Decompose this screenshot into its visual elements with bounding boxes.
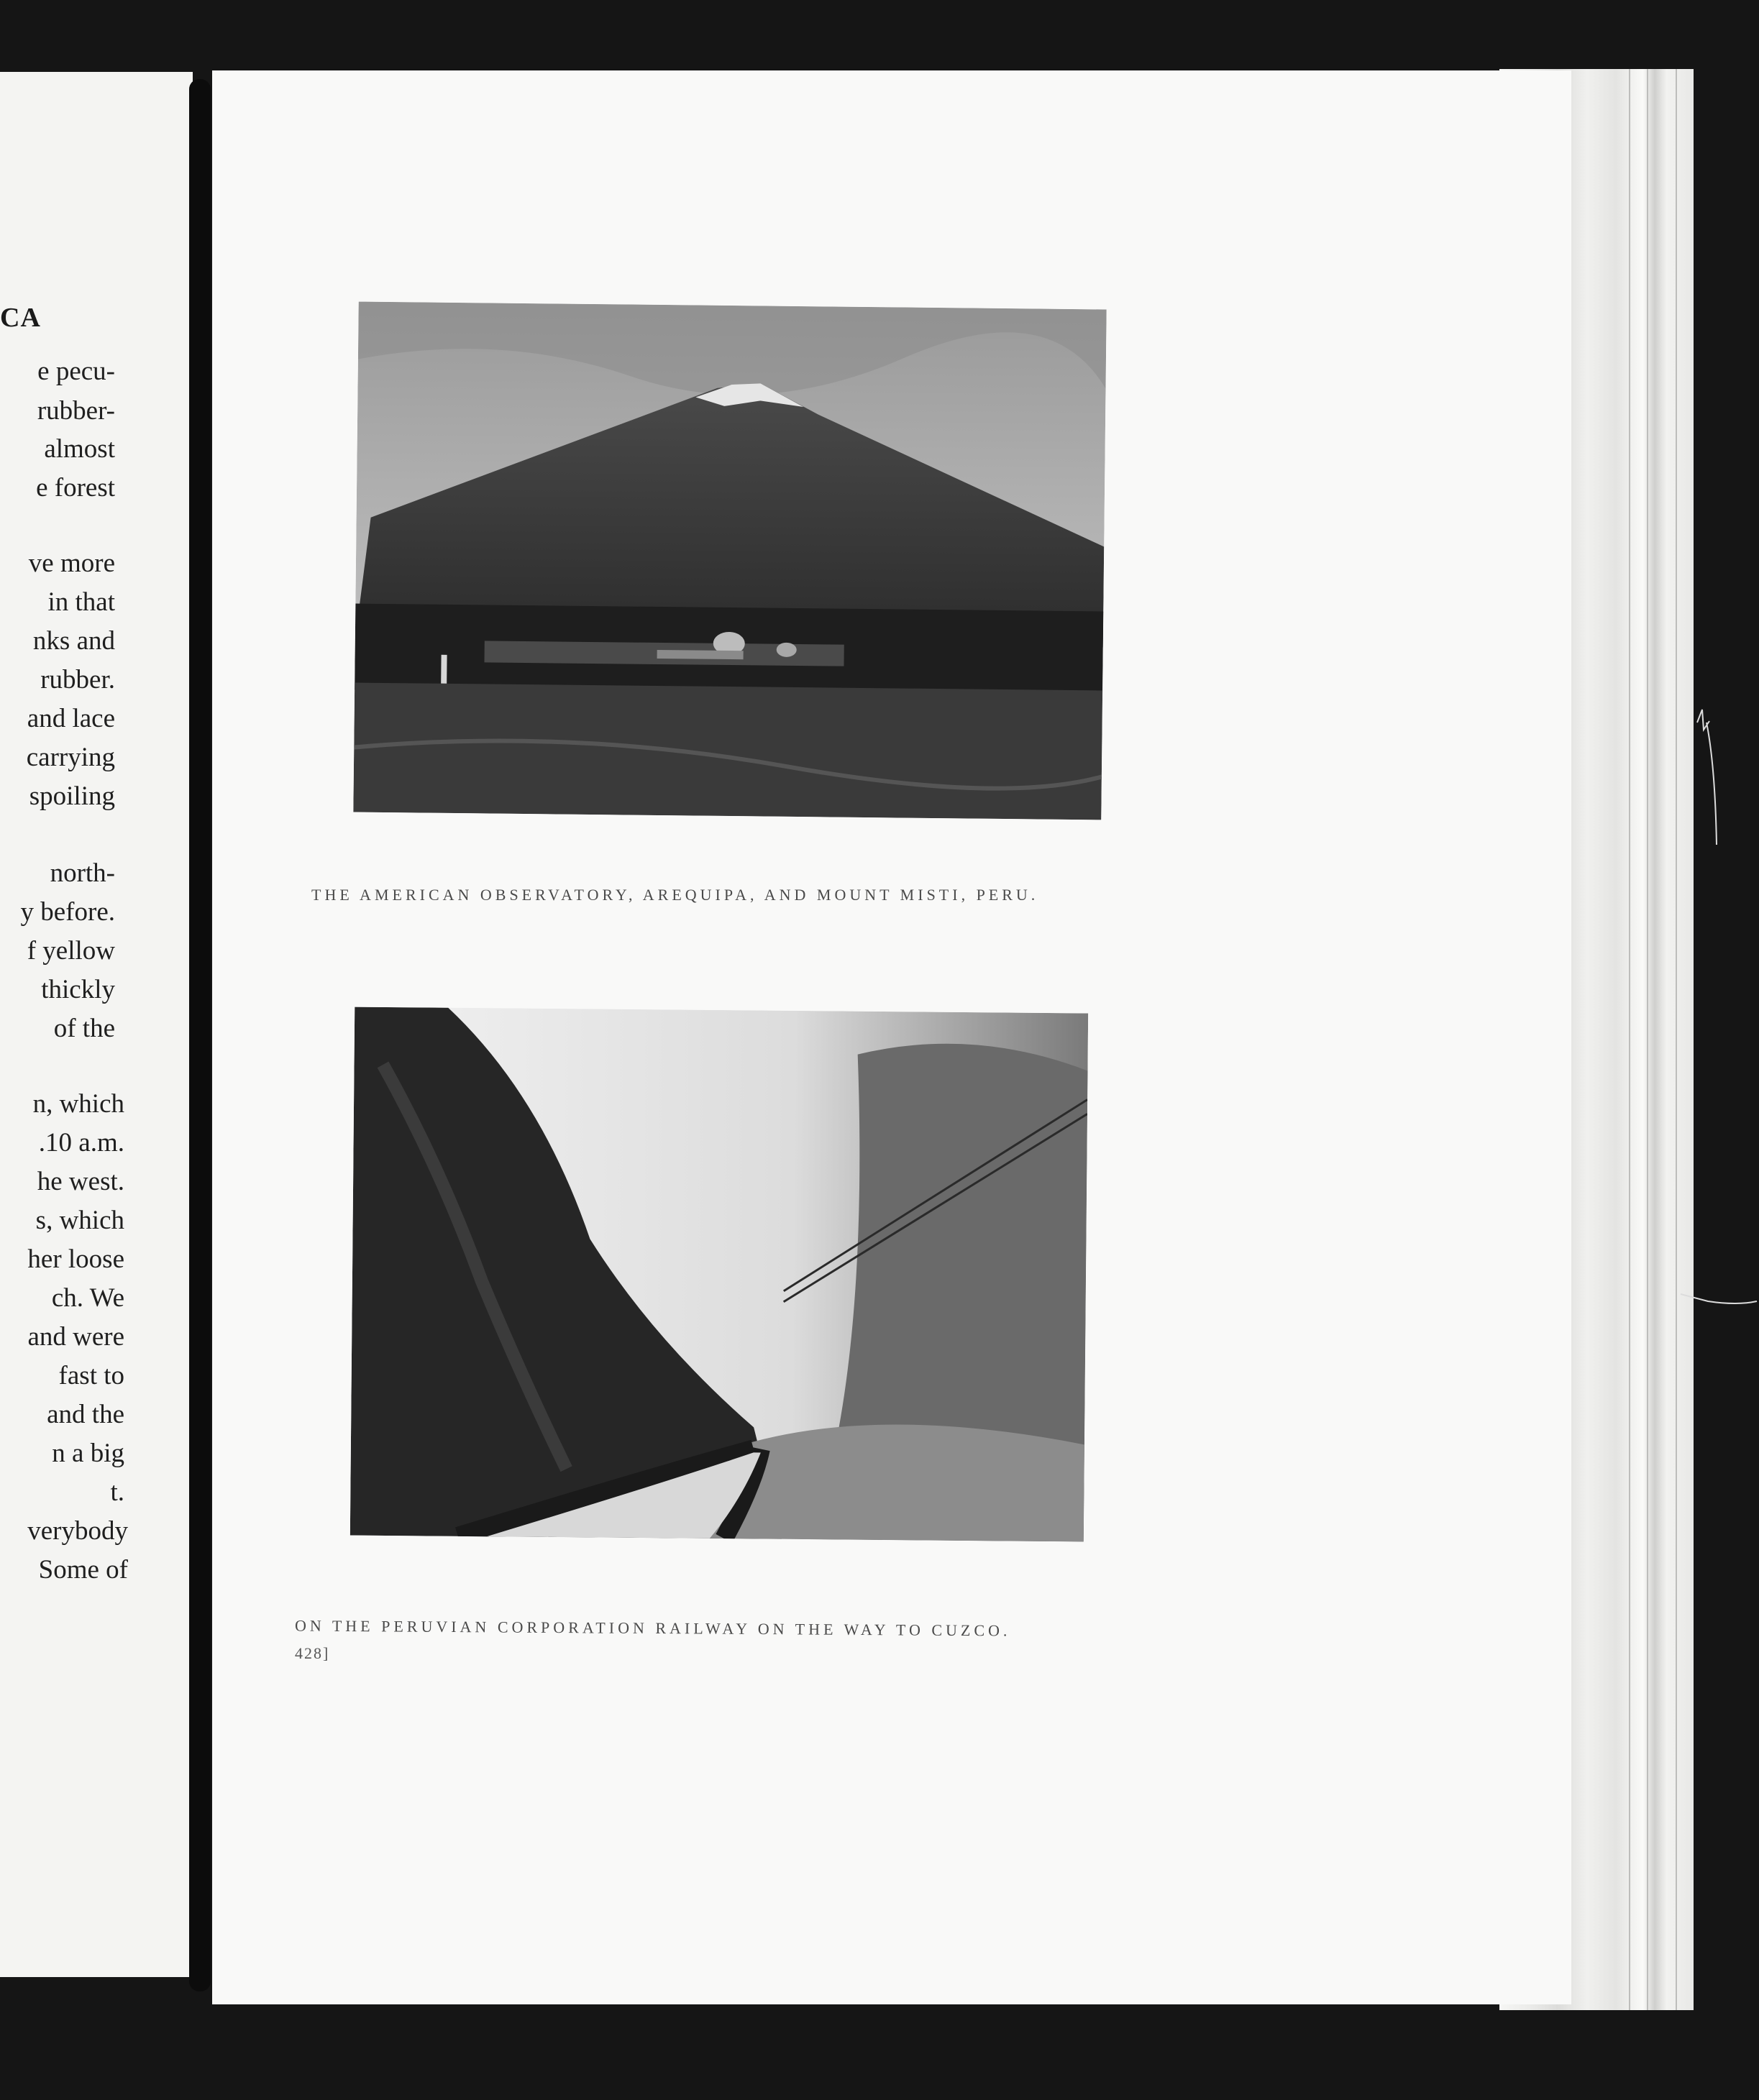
left-line: e forest xyxy=(36,473,115,503)
photo-railway xyxy=(350,1007,1088,1542)
left-line: her loose xyxy=(27,1244,124,1274)
left-line: rubber. xyxy=(40,665,115,694)
left-line: f yellow xyxy=(27,936,115,966)
left-line: ve more xyxy=(28,549,115,578)
left-line: thickly xyxy=(41,975,115,1004)
left-line: t. xyxy=(110,1477,124,1507)
caption-top: THE AMERICAN OBSERVATORY, AREQUIPA, AND MOUNT MISTI, PERU. xyxy=(311,886,1039,904)
left-line: and were xyxy=(27,1322,124,1352)
left-line: n a big xyxy=(52,1439,124,1468)
page-edge-line xyxy=(1676,69,1677,2010)
left-line: carrying xyxy=(26,743,115,772)
left-line: s, which xyxy=(35,1206,124,1235)
left-line: e pecu- xyxy=(37,357,115,386)
left-line: y before. xyxy=(20,897,115,927)
caption-bottom: ON THE PERUVIAN CORPORATION RAILWAY ON THE WAY TO CUZCO. xyxy=(294,1616,1011,1640)
left-line: verybody xyxy=(27,1516,128,1546)
left-page-heading: CA xyxy=(0,303,41,333)
left-line: north- xyxy=(50,858,115,888)
left-line: rubber- xyxy=(37,396,115,426)
left-line: Some of xyxy=(38,1555,128,1585)
left-line: nks and xyxy=(32,626,115,656)
page-edge-line xyxy=(1647,69,1648,2010)
left-line: .10 a.m. xyxy=(38,1128,124,1157)
photo-mount-misti xyxy=(353,302,1106,820)
left-line: and lace xyxy=(27,704,115,733)
left-line: of the xyxy=(53,1014,115,1043)
left-line: he west. xyxy=(37,1167,124,1196)
left-line: spoiling xyxy=(29,781,115,811)
railway-image xyxy=(350,1007,1088,1542)
left-line: fast to xyxy=(58,1361,124,1390)
pen-mark xyxy=(1694,708,1722,852)
left-line: n, which xyxy=(32,1089,124,1119)
left-page xyxy=(0,72,193,1977)
left-line: and the xyxy=(47,1400,124,1429)
page-edge-line xyxy=(1629,69,1630,2010)
left-line: in that xyxy=(47,587,115,617)
left-line: ch. We xyxy=(51,1283,124,1313)
left-line: almost xyxy=(44,434,115,464)
mount-misti-image xyxy=(353,302,1106,820)
page-number: 428] xyxy=(295,1644,330,1662)
pen-mark xyxy=(1679,1280,1758,1323)
book-gutter xyxy=(189,79,211,1991)
